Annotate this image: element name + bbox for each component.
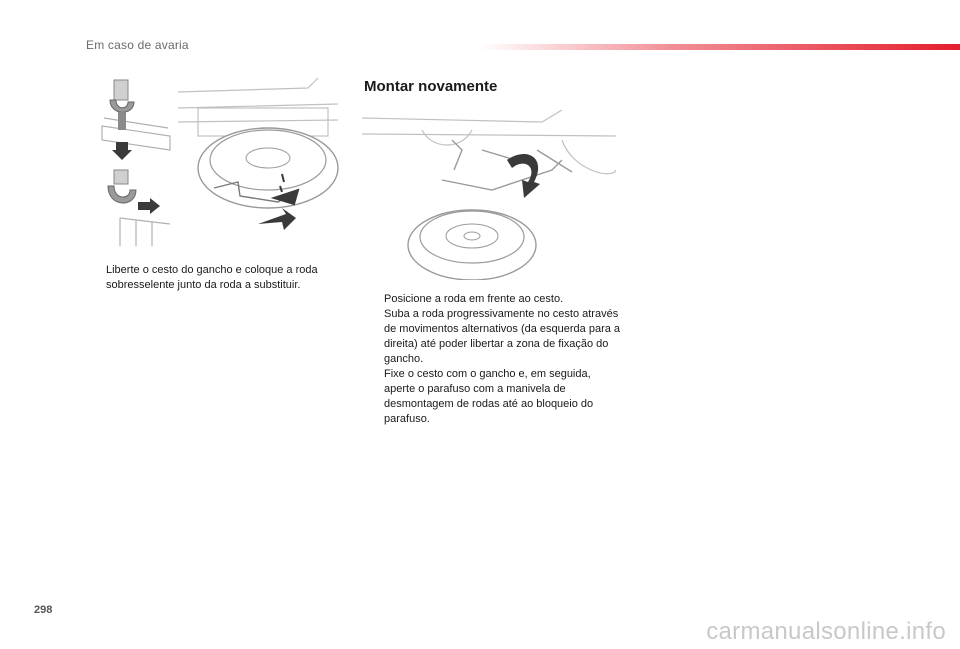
wheel-reinstall-illustration (362, 110, 616, 280)
section-heading: Montar novamente (364, 78, 498, 95)
list-item: Fixe o cesto com o gancho e, em seguida, aperte o parafuso com a manivela de desmontagem de rodas até ao bloqueio do parafuso. (384, 368, 594, 425)
list-item: Liberte o cesto do gancho e coloque a roda sobresselente junto da roda a substituir. (106, 264, 318, 291)
watermark: carmanualsonline.info (706, 618, 946, 645)
page-number: 298 (34, 604, 53, 616)
list-item: Suba a roda progressivamente no cesto através de movimentos alternativos (da esquerda para a direita) até poder libertar a zona de fixação do gancho. (384, 308, 621, 365)
left-instructions-list (86, 263, 344, 293)
hook-release-illustration-top (100, 78, 172, 163)
header-accent-bar (480, 44, 960, 50)
right-instructions-list (364, 292, 624, 427)
spare-wheel-lowered-illustration (178, 78, 340, 236)
section-title-header: Em caso de avaria (86, 38, 189, 52)
list-item: Posicione a roda em frente ao cesto. (384, 293, 564, 305)
hook-release-illustration-bottom (100, 168, 172, 248)
